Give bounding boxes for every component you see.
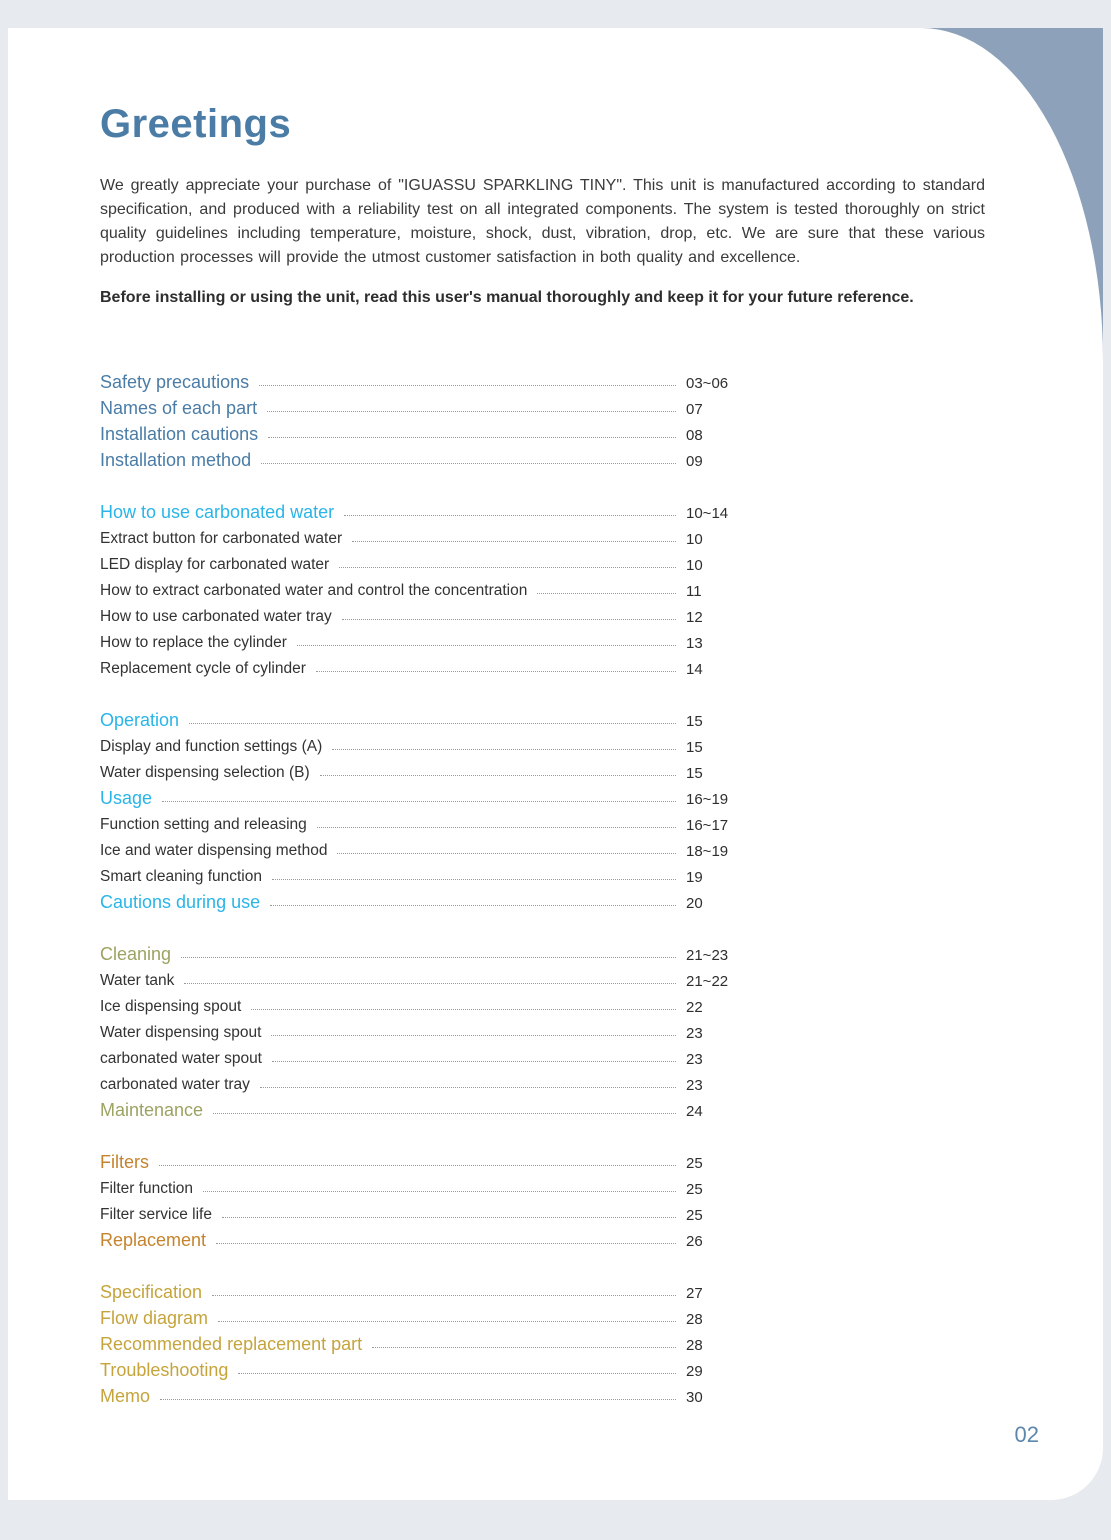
toc-label: Names of each part	[100, 397, 258, 418]
toc-group	[100, 1276, 748, 1406]
toc-group	[100, 366, 748, 470]
toc-label: Installation method	[100, 449, 252, 470]
toc-group	[100, 938, 748, 1120]
toc-row	[100, 782, 748, 808]
toc-label: Filters	[100, 1151, 149, 1172]
toc-page-number: 16~17	[686, 816, 729, 834]
toc-row	[100, 1328, 748, 1354]
toc-row	[100, 1224, 748, 1250]
intro-bold-note: Before installing or using the unit, read this user's manual thoroughly and keep it for your future reference.	[100, 289, 914, 306]
toc-page-number: 12	[686, 608, 703, 626]
toc-label: Safety precautions	[100, 371, 250, 392]
toc-row	[100, 574, 748, 600]
toc-label: Ice and water dispensing method	[100, 842, 328, 860]
toc-row	[100, 418, 748, 444]
toc-row	[100, 444, 748, 470]
dotted-leader	[372, 1347, 676, 1348]
dotted-leader	[159, 1165, 676, 1166]
toc-page-number: 10	[686, 556, 703, 574]
toc-label: How to replace the cylinder	[100, 634, 287, 652]
toc-page-number: 19	[686, 868, 703, 886]
toc-row	[100, 1094, 748, 1120]
dotted-leader	[218, 1321, 676, 1322]
toc-row	[100, 1172, 748, 1198]
toc-row	[100, 1302, 748, 1328]
toc-label: Function setting and releasing	[100, 816, 307, 834]
dotted-leader	[238, 1373, 676, 1374]
dotted-leader	[261, 463, 676, 464]
toc-label: Recommended replacement part	[100, 1333, 363, 1354]
toc-row	[100, 652, 748, 678]
dotted-leader	[251, 1009, 676, 1010]
toc-page-number: 07	[686, 400, 703, 418]
toc-label: Flow diagram	[100, 1307, 209, 1328]
dotted-leader	[212, 1295, 676, 1296]
toc-page-number: 13	[686, 634, 703, 652]
dotted-leader	[337, 853, 676, 854]
toc-row	[100, 938, 748, 964]
toc-row	[100, 1146, 748, 1172]
dotted-leader	[339, 567, 676, 568]
dotted-leader	[181, 957, 676, 958]
toc-row	[100, 990, 748, 1016]
toc-page-number: 26	[686, 1232, 703, 1250]
toc-page-number: 15	[686, 738, 703, 756]
dotted-leader	[332, 749, 676, 750]
toc-label: Maintenance	[100, 1099, 204, 1120]
toc-label: Filter service life	[100, 1206, 212, 1224]
toc-page-number: 18~19	[686, 842, 729, 860]
dotted-leader	[317, 827, 676, 828]
toc-row	[100, 704, 748, 730]
toc-page-number: 21~23	[686, 946, 729, 964]
toc-page-number: 03~06	[686, 374, 729, 392]
dotted-leader	[344, 515, 676, 516]
toc-group	[100, 1146, 748, 1250]
toc	[100, 366, 748, 1406]
dotted-leader	[352, 541, 676, 542]
toc-page-number: 30	[686, 1388, 703, 1406]
toc-label: Specification	[100, 1281, 203, 1302]
toc-group	[100, 704, 748, 912]
toc-label: Troubleshooting	[100, 1359, 229, 1380]
toc-row	[100, 496, 748, 522]
dotted-leader	[270, 905, 676, 906]
toc-label: Water tank	[100, 972, 175, 990]
toc-page-number: 28	[686, 1310, 703, 1328]
toc-row	[100, 886, 748, 912]
dotted-leader	[260, 1087, 676, 1088]
toc-label: Ice dispensing spout	[100, 998, 242, 1016]
toc-page-number: 16~19	[686, 790, 729, 808]
toc-row	[100, 1380, 748, 1406]
toc-label: Water dispensing spout	[100, 1024, 262, 1042]
toc-page-number: 23	[686, 1050, 703, 1068]
dotted-leader	[259, 385, 676, 386]
page-number: 02	[1014, 1422, 1039, 1447]
toc-page-number: 10	[686, 530, 703, 548]
toc-label: Display and function settings (A)	[100, 738, 323, 756]
toc-page-number: 20	[686, 894, 703, 912]
toc-label: Operation	[100, 709, 180, 730]
toc-label: How to use carbonated water tray	[100, 608, 332, 626]
toc-label: Extract button for carbonated water	[100, 530, 343, 548]
dotted-leader	[203, 1191, 676, 1192]
toc-page-number: 22	[686, 998, 703, 1016]
dotted-leader	[267, 411, 676, 412]
toc-page-number: 23	[686, 1076, 703, 1094]
dotted-leader	[268, 437, 676, 438]
toc-page-number: 09	[686, 452, 703, 470]
toc-row	[100, 808, 748, 834]
toc-page-number: 10~14	[686, 504, 729, 522]
toc-label: Installation cautions	[100, 423, 259, 444]
toc-row	[100, 392, 748, 418]
toc-label: Replacement cycle of cylinder	[100, 660, 306, 678]
toc-group	[100, 496, 748, 678]
toc-row	[100, 1016, 748, 1042]
dotted-leader	[162, 801, 676, 802]
dotted-leader	[189, 723, 676, 724]
toc-page-number: 24	[686, 1102, 703, 1120]
toc-page-number: 25	[686, 1180, 703, 1198]
toc-row	[100, 730, 748, 756]
dotted-leader	[342, 619, 676, 620]
dotted-leader	[213, 1113, 676, 1114]
toc-label: carbonated water spout	[100, 1050, 262, 1068]
toc-row	[100, 1354, 748, 1380]
toc-row	[100, 1042, 748, 1068]
dotted-leader	[216, 1243, 676, 1244]
toc-row	[100, 366, 748, 392]
dotted-leader	[320, 775, 676, 776]
toc-label: Water dispensing selection (B)	[100, 764, 310, 782]
toc-page-number: 27	[686, 1284, 703, 1302]
toc-row	[100, 756, 748, 782]
toc-page-number: 25	[686, 1206, 703, 1224]
dotted-leader	[272, 1061, 676, 1062]
toc-page-number: 25	[686, 1154, 703, 1172]
toc-row	[100, 600, 748, 626]
toc-row	[100, 1198, 748, 1224]
toc-row	[100, 522, 748, 548]
toc-label: How to extract carbonated water and control the concentration	[100, 582, 528, 600]
toc-label: Filter function	[100, 1180, 194, 1198]
toc-label: Cleaning	[100, 943, 172, 964]
toc-page-number: 11	[686, 582, 702, 600]
toc-row	[100, 1068, 748, 1094]
toc-page-number: 08	[686, 426, 703, 444]
toc-page-number: 15	[686, 712, 703, 730]
toc-label: How to use carbonated water	[100, 501, 335, 522]
toc-page-number: 23	[686, 1024, 703, 1042]
toc-page-number: 15	[686, 764, 703, 782]
toc-row	[100, 860, 748, 886]
toc-label: Usage	[100, 787, 153, 808]
dotted-leader	[160, 1399, 676, 1400]
toc-row	[100, 834, 748, 860]
toc-row	[100, 1276, 748, 1302]
toc-label: Smart cleaning function	[100, 868, 262, 886]
dotted-leader	[272, 879, 676, 880]
intro-paragraph: We greatly appreciate your purchase of "IGUASSU SPARKLING TINY". This unit is manufactured according to standard specification, and produced with a reliability test on all integrated components. The system is tested thoroughly on strict quality guidelines including temperature, moisture, shock, dust, vibration, drop, etc. We are sure that these various production processes will provide the utmost customer satisfaction in both quality and excellence.	[100, 177, 985, 266]
toc-label: LED display for carbonated water	[100, 556, 330, 574]
dotted-leader	[184, 983, 676, 984]
page-title: Greetings	[100, 102, 292, 146]
toc-label: Cautions during use	[100, 891, 261, 912]
toc-row	[100, 964, 748, 990]
toc-page-number: 14	[686, 660, 703, 678]
dotted-leader	[316, 671, 676, 672]
toc-page-number: 28	[686, 1336, 703, 1354]
toc-label: carbonated water tray	[100, 1076, 250, 1094]
dotted-leader	[271, 1035, 676, 1036]
toc-row	[100, 548, 748, 574]
toc-page-number: 21~22	[686, 972, 729, 990]
page-content	[8, 28, 1103, 1406]
toc-label: Replacement	[100, 1229, 207, 1250]
dotted-leader	[297, 645, 676, 646]
toc-page-number: 29	[686, 1362, 703, 1380]
toc-row	[100, 626, 748, 652]
dotted-leader	[222, 1217, 676, 1218]
dotted-leader	[537, 593, 676, 594]
manual-page	[8, 28, 1103, 1500]
toc-label: Memo	[100, 1385, 151, 1406]
